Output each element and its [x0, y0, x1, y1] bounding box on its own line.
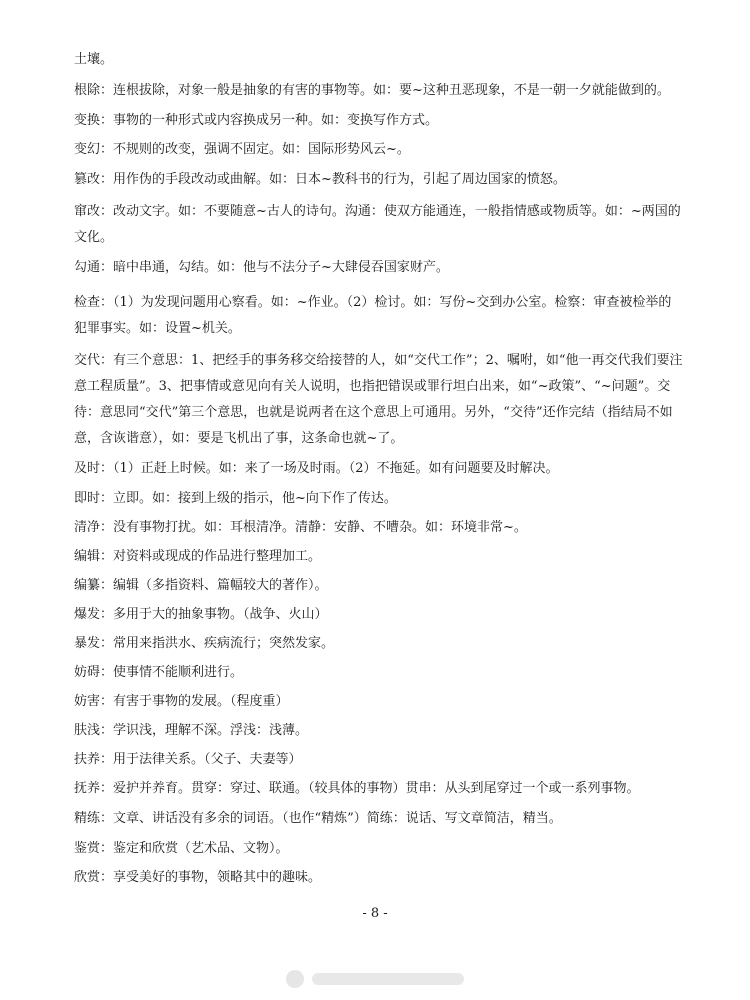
paragraph-20: 扶养：用于法律关系。（父子、夫妻等）	[74, 752, 302, 767]
paragraph-16: 暴发：常用来指洪水、疾病流行；突然发家。	[74, 636, 335, 651]
paragraph-3: 变换：事物的一种形式或内容换成另一种。如：变换写作方式。	[74, 113, 439, 128]
paragraph-1: 土壤。	[74, 52, 114, 67]
paragraph-15: 爆发：多用于大的抽象事物。（战争、火山）	[74, 607, 328, 622]
paragraph-11: 即时：立即。如：接到上级的指示，他~向下作了传达。	[74, 491, 397, 506]
paragraph-24: 欣赏：享受美好的事物，领略其中的趣味。	[74, 870, 322, 885]
paragraph-18: 妨害：有害于事物的发展。（程度重）	[74, 694, 289, 709]
paragraph-6: 窜改：改动文字。如：不要随意~古人的诗句。沟通：使双方能通连，一般指情感或物质等。如：~两国的文化。	[74, 204, 681, 245]
paragraph-23: 鉴赏：鉴定和欣赏（艺术品、文物）。	[74, 841, 289, 856]
paragraph-22: 精练：文章、讲话没有多余的词语。（也作“精炼”）简练：说话、写文章简洁，精当。	[74, 811, 562, 826]
paragraph-4: 变幻：不规则的改变，强调不固定。如：国际形势风云~。	[74, 142, 410, 157]
watermark-logo-icon	[286, 970, 304, 988]
paragraph-8: 检查：（1）为发现问题用心察看。如：~作业。（2）检讨。如：写份~交到办公室。检察：审查被检举的犯罪事实。如：设置~机关。	[74, 295, 672, 336]
paragraph-19: 肤浅：学识浅，理解不深。浮浅：浅薄。	[74, 723, 309, 738]
paragraph-13: 编辑：对资料或现成的作品进行整理加工。	[74, 549, 322, 564]
paragraph-21: 抚养：爱护并养育。贯穿：穿过、联通。（较具体的事物）贯串：从头到尾穿过一个或一系列事物。	[74, 781, 640, 796]
page-number: - 8 -	[362, 906, 388, 921]
paragraph-17: 妨碍：使事情不能顺利进行。	[74, 665, 244, 680]
watermark	[286, 968, 464, 990]
paragraph-12: 清净：没有事物打扰。如：耳根清净。清静：安静、不嘈杂。如：环境非常~。	[74, 520, 527, 535]
paragraph-5: 篡改：用作伪的手段改动或曲解。如：日本~教科书的行为，引起了周边国家的愤怒。	[74, 172, 566, 187]
paragraph-14: 编纂：编辑（多指资料、篇幅较大的著作）。	[74, 578, 328, 593]
paragraph-10: 及时：（1）正赶上时候。如：来了一场及时雨。（2）不拖延。如有问题要及时解决。	[74, 461, 559, 476]
paragraph-9: 交代：有三个意思：1、把经手的事务移交给接替的人，如“交代工作”；2、嘱咐，如“他一再交代我们要注意工程质量”。3、把事情或意见向有关人说明，也指把错误或罪行坦白出来，如“~政策”、“~问题”。交待：意思同“交代”第三个意思，也就是说两者在这个意思上可通用。另外，“交待”还作完结（指结局不如意，含诙谐意），如：要是飞机出了事，这条命也就~了。	[74, 353, 683, 446]
paragraph-2: 根除：连根拔除，对象一般是抽象的有害的事物等。如：要~这种丑恶现象，不是一朝一夕就能做到的。	[74, 83, 670, 98]
paragraph-7: 勾通：暗中串通，勾结。如：他与不法分子~大肆侵吞国家财产。	[74, 260, 449, 275]
watermark-text-blur	[312, 973, 464, 985]
